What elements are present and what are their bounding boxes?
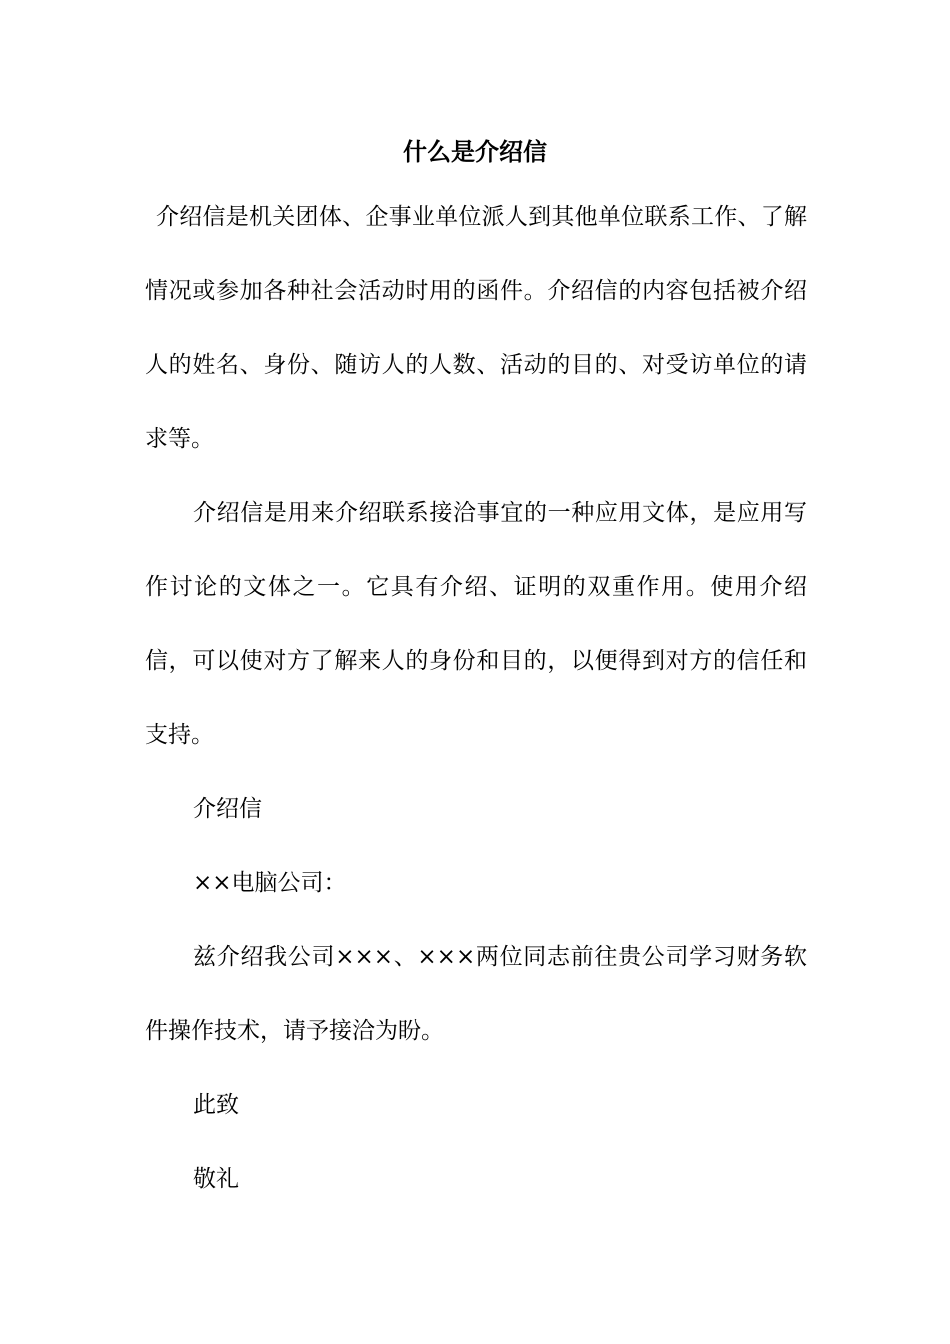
document-body <box>145 180 807 1216</box>
sample-body: 兹介绍我公司×××、×××两位同志前往贵公司学习财务软件操作技术，请予接洽为盼。 <box>145 944 807 1044</box>
document-title: 什么是介绍信 <box>403 137 547 166</box>
paragraph-purpose: 介绍信是用来介绍联系接洽事宜的一种应用文体，是应用写作讨论的文体之一。它具有介绍、证明的双重作用。使用介绍信，可以使对方了解来人的身份和目的，以便得到对方的信任和支持。 <box>145 500 807 748</box>
sample-salutation: ××电脑公司： <box>193 870 347 896</box>
sample-heading: 介绍信 <box>193 796 262 822</box>
sample-closing-1: 此致 <box>193 1092 239 1118</box>
paragraph-definition: 介绍信是机关团体、企事业单位派人到其他单位联系工作、了解情况或参加各种社会活动时用的函件。介绍信的内容包括被介绍人的姓名、身份、随访人的人数、活动的目的、对受访单位的请求等。 <box>145 204 807 452</box>
sample-closing-2: 敬礼 <box>193 1166 239 1192</box>
